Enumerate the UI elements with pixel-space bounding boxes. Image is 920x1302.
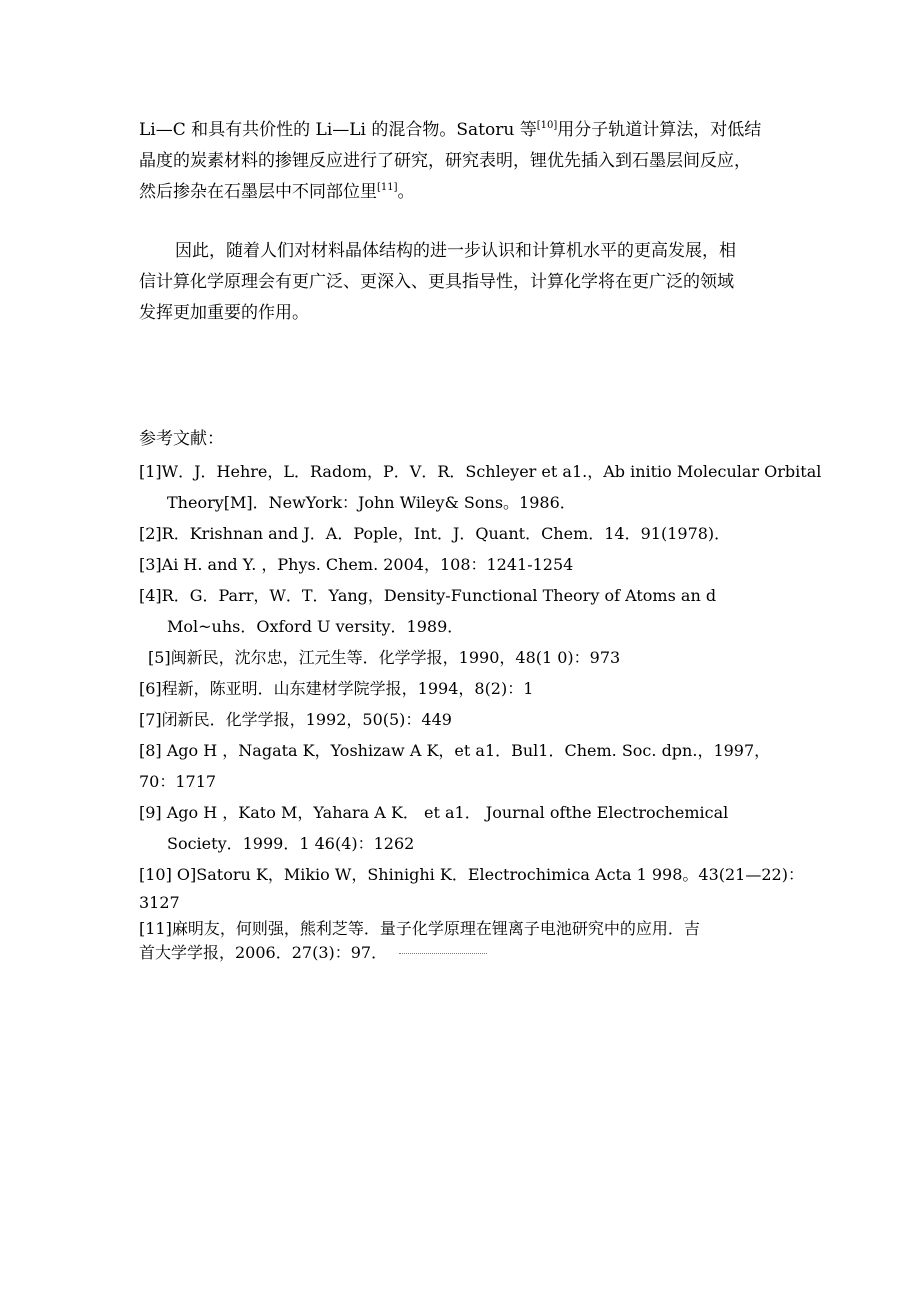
body-paragraph-2 bbox=[139, 236, 781, 329]
reference-line: [3]Ai H. and Y. ，Phys. Chem. 2004，108：1241-1254 bbox=[139, 555, 574, 574]
reference-line: [9] Ago H ，Kato M，Yahara A K． et a1． Journal ofthe Electrochemical bbox=[139, 803, 729, 822]
reference-item-11 bbox=[139, 916, 781, 964]
reference-line: [11]麻明友，何则强，熊利芝等．量子化学原理在锂离子电池研究中的应用．吉 bbox=[139, 919, 700, 938]
reference-line: [8] Ago H ，Nagata K，Yoshizaw A K，et a1．Bul1．Chem. Soc. dpn.，1997， bbox=[139, 741, 771, 760]
paragraph-line: 因此，随着人们对材料晶体结构的进一步认识和计算机水平的更高发展，相 bbox=[175, 241, 736, 261]
reference-line: [6]程新，陈亚明．山东建材学院学报，1994，8(2)：1 bbox=[139, 679, 534, 698]
reference-item-2 bbox=[139, 518, 781, 549]
reference-line: [10] O]Satoru K，Mikio W，Shinighi K．Electrochimica Acta 1 998。43(21—22)： bbox=[139, 865, 804, 884]
reference-item-10 bbox=[139, 859, 804, 916]
body-paragraph-1 bbox=[139, 115, 781, 208]
text-run: 然后掺杂在石墨层中不同部位里 bbox=[139, 182, 377, 202]
references-heading: 参考文献： bbox=[139, 429, 224, 449]
reference-line: [2]R．Krishnan and J．A．Pople，Int．J．Quant．Chem．14．91(1978)． bbox=[139, 524, 731, 543]
reference-item-4 bbox=[139, 580, 781, 642]
reference-line bbox=[139, 942, 781, 964]
reference-line: Mol~uhs．Oxford U versity．1989． bbox=[167, 617, 464, 636]
reference-line: Society．1999．1 46(4)：1262 bbox=[167, 834, 415, 853]
text-run: 首大学学报，2006．27(3)：97． bbox=[139, 943, 388, 962]
reference-item-8 bbox=[139, 735, 781, 797]
reference-line: [4]R．G．Parr，W．T．Yang，Density-Functional Theory of Atoms an d bbox=[139, 586, 717, 605]
citation-marker: [11] bbox=[377, 182, 398, 193]
paragraph-line bbox=[139, 115, 781, 146]
reference-item-9 bbox=[139, 797, 781, 859]
paragraph-line: 信计算化学原理会有更广泛、更深入、更具指导性，计算化学将在更广泛的领域 bbox=[139, 272, 734, 292]
reference-item-6 bbox=[139, 673, 781, 704]
reference-item-3 bbox=[139, 549, 781, 580]
citation-marker: [10] bbox=[536, 120, 558, 131]
reference-line: 70：1717 bbox=[139, 772, 217, 791]
paragraph-line: 发挥更加重要的作用。 bbox=[139, 303, 309, 323]
text-run: Li—C 和具有共价性的 Li—Li 的混合物。Satoru 等 bbox=[139, 120, 537, 140]
paragraph-line bbox=[139, 177, 781, 208]
reference-item-7 bbox=[139, 704, 781, 735]
reference-list bbox=[139, 456, 822, 964]
reference-line: [1]W．J．Hehre，L．Radom，P．V．R．Schleyer et a1.，Ab initio Molecular Orbital bbox=[139, 462, 822, 481]
reference-line: Theory[M]．NewYork：John Wiley& Sons。1986． bbox=[167, 493, 576, 512]
reference-line: 3127 bbox=[139, 893, 180, 912]
reference-line: [7]闭新民．化学学报，1992，50(5)：449 bbox=[139, 710, 452, 729]
reference-line: [5]闽新民，沈尔忠，江元生等．化学学报，1990，48(1 0)：973 bbox=[148, 648, 621, 667]
reference-item-1 bbox=[139, 456, 822, 518]
text-run: 。 bbox=[397, 182, 415, 202]
text-run: 用分子轨道计算法，对低结 bbox=[557, 120, 762, 140]
reference-item-5 bbox=[139, 642, 781, 673]
paragraph-line: 晶度的炭素材料的掺锂反应进行了研究，研究表明，锂优先插入到石墨层间反应， bbox=[139, 151, 751, 171]
dotted-rule bbox=[399, 953, 487, 954]
